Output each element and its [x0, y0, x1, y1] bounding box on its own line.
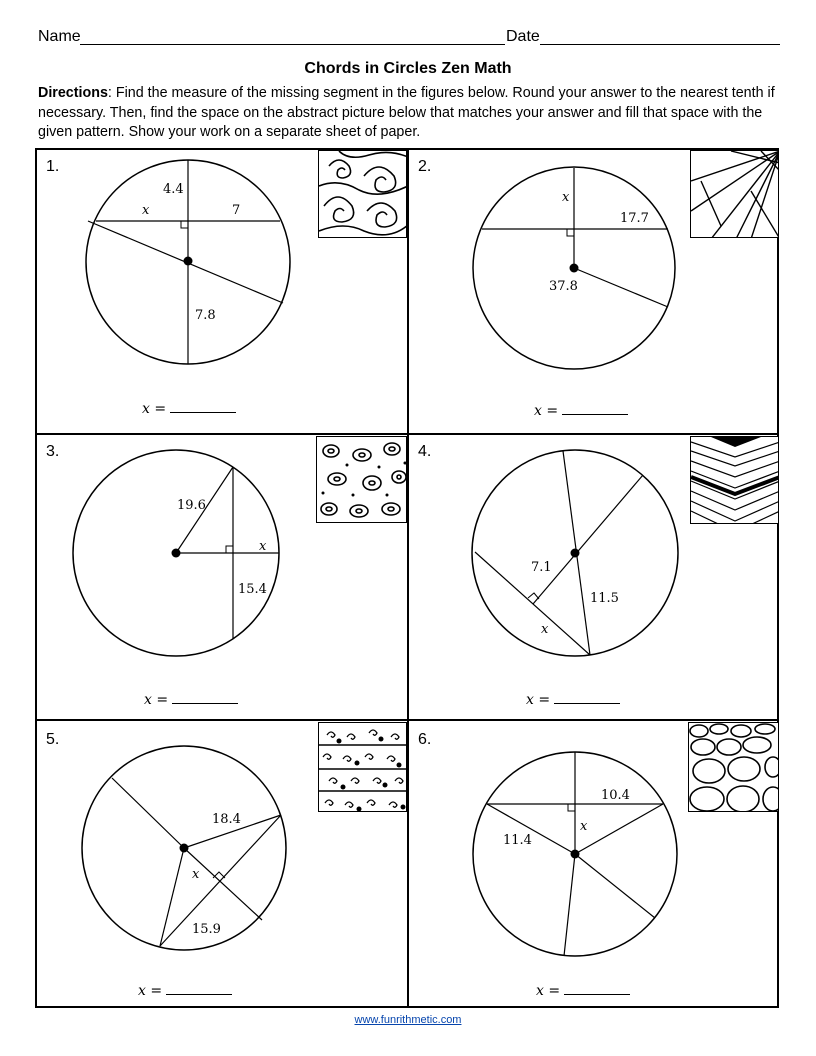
p5-label-x: x — [192, 867, 200, 882]
p6-label-10-4: 10.4 — [601, 788, 630, 803]
problem-4-number: 4. — [418, 443, 432, 460]
problem-6-answer — [536, 980, 630, 999]
p1-answer-prefix: x = — [142, 401, 167, 417]
p3-answer-prefix: x = — [144, 692, 169, 708]
p3-label-19-6: 19.6 — [177, 498, 206, 513]
p2-label-x: x — [562, 190, 570, 205]
p1-label-7-8: 7.8 — [195, 308, 216, 323]
footer-link[interactable]: www.funrithmetic.com — [354, 1014, 462, 1026]
p2-label-17-7: 17.7 — [620, 211, 649, 226]
problem-1-number: 1. — [46, 158, 60, 175]
p5-label-18-4: 18.4 — [212, 812, 241, 827]
problem-5-number: 5. — [46, 731, 60, 748]
problem-6-pattern — [688, 722, 779, 812]
problem-6-number: 6. — [418, 731, 432, 748]
p5-answer-prefix: x = — [138, 983, 163, 999]
directions-bold: Directions — [38, 85, 108, 101]
p6-label-x: x — [580, 819, 588, 834]
p4-label-x: x — [541, 622, 549, 637]
date-label: Date — [506, 28, 540, 45]
p2-label-37-8: 37.8 — [549, 279, 578, 294]
problem-2-number: 2. — [418, 158, 432, 175]
problem-3-number: 3. — [46, 443, 60, 460]
name-label: Name — [38, 28, 81, 45]
p1-label-x: x — [142, 203, 150, 218]
p3-label-15-4: 15.4 — [238, 582, 267, 597]
p4-label-11-5: 11.5 — [590, 591, 619, 606]
p6-answer-blank[interactable] — [564, 980, 630, 995]
p6-answer-prefix: x = — [536, 983, 561, 999]
p4-answer-prefix: x = — [526, 692, 551, 708]
p5-label-15-9: 15.9 — [192, 922, 221, 937]
p6-label-11-4: 11.4 — [503, 833, 532, 848]
directions-text: : Find the measure of the missing segment in the figures below. Round your answer to the nearest tenth if necessary. Then, find the space on the abstract picture below that matches your answer and fill that space with the given pattern. Show your work on a separate sheet of paper. — [38, 85, 775, 140]
page-title: Chords in Circles Zen Math — [304, 60, 512, 77]
p3-label-x: x — [259, 539, 267, 554]
p2-answer-prefix: x = — [534, 403, 559, 419]
p4-label-7-1: 7.1 — [531, 560, 552, 575]
p1-label-7: 7 — [232, 203, 241, 218]
p1-label-4-4: 4.4 — [163, 182, 184, 197]
